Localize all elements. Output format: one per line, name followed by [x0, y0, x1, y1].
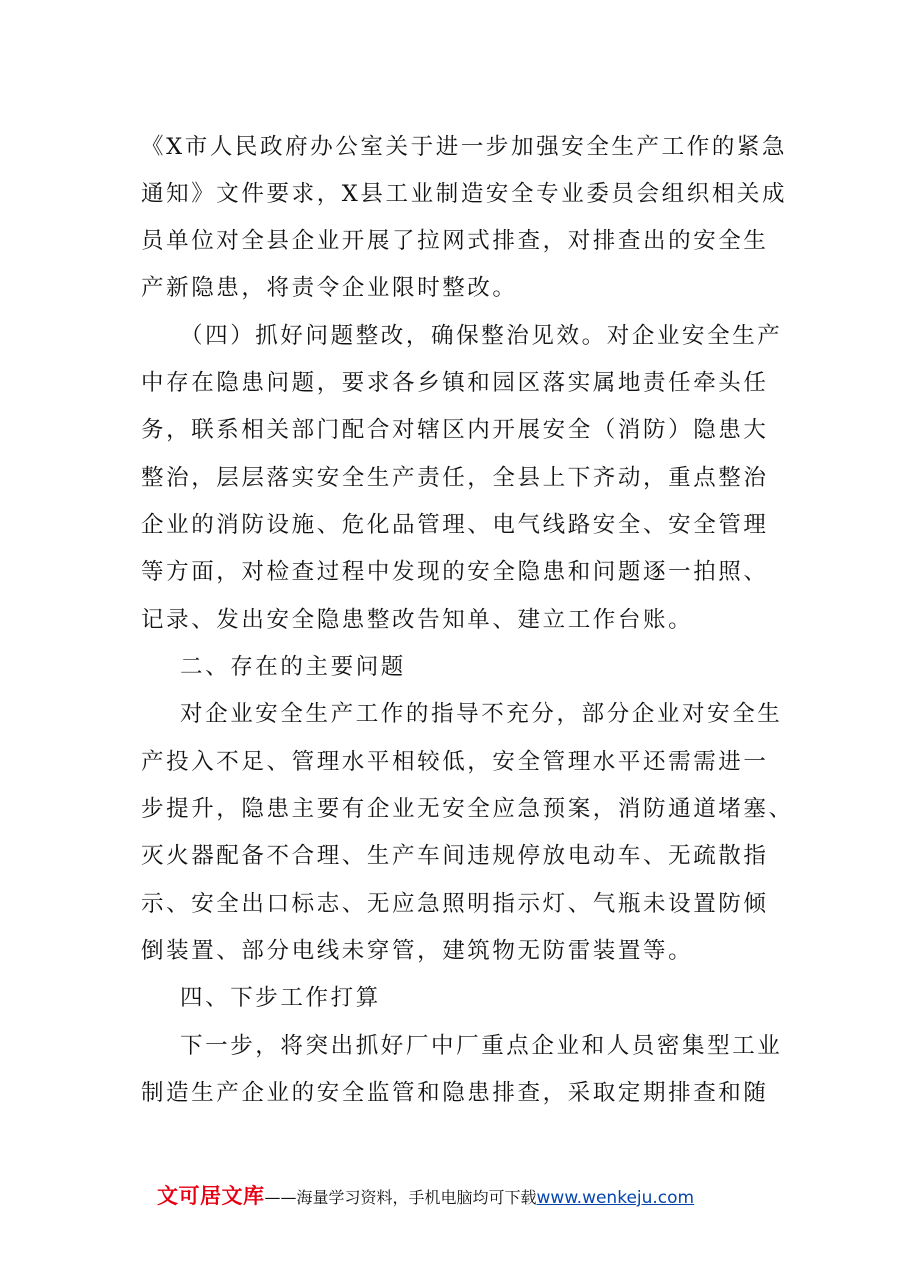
- footer-tagline: ——海量学习资料，手机电脑均可下载: [264, 1188, 537, 1207]
- body-line: 通知》文件要求，X县工业制造安全专业委员会组织相关成: [141, 181, 788, 207]
- section-paragraph-start: 下一步，将突出抓好厂中厂重点企业和人员密集型工业: [180, 1033, 783, 1059]
- body-line: 务，联系相关部门配合对辖区内开展安全（消防）隐患大: [141, 417, 769, 443]
- body-line: 步提升，隐患主要有企业无安全应急预案，消防通道堵塞、: [141, 796, 794, 822]
- section-heading: 二、存在的主要问题: [180, 654, 406, 680]
- body-line: 等方面，对检查过程中发现的安全隐患和问题逐一拍照、: [141, 559, 769, 585]
- body-line: 记录、发出安全隐患整改告知单、建立工作台账。: [141, 607, 694, 633]
- body-line: 产投入不足、管理水平相较低，安全管理水平还需需进一: [141, 749, 769, 775]
- body-line: 倒装置、部分电线未穿管，建筑物无防雷装置等。: [141, 938, 694, 964]
- footer-brand: 文可居文库: [157, 1184, 265, 1208]
- section-paragraph-start: 对企业安全生产工作的指导不充分，部分企业对安全生: [180, 701, 783, 727]
- body-line: 员单位对全县企业开展了拉网式排查，对排查出的安全生: [141, 228, 769, 254]
- body-line: 灭火器配备不合理、生产车间违规停放电动车、无疏散指: [141, 843, 769, 869]
- body-line: 企业的消防设施、危化品管理、电气线路安全、安全管理: [141, 512, 769, 538]
- footer-banner: [157, 1181, 694, 1211]
- body-line: 产新隐患，将责令企业限时整改。: [141, 275, 518, 301]
- section-heading: 四、下步工作打算: [180, 985, 381, 1011]
- section-paragraph-start: （四）抓好问题整改，确保整治见效。对企业安全生产: [180, 323, 783, 349]
- body-line: 整治，层层落实安全生产责任，全县上下齐动，重点整治: [141, 465, 769, 491]
- footer-site-link[interactable]: www.wenkeju.com: [536, 1188, 695, 1208]
- body-line: 示、安全出口标志、无应急照明指示灯、气瓶未设置防倾: [141, 891, 769, 917]
- body-line: 《X市人民政府办公室关于进一步加强安全生产工作的紧急: [141, 134, 788, 160]
- body-line: 中存在隐患问题，要求各乡镇和园区落实属地责任牵头任: [141, 370, 769, 396]
- body-line: 制造生产企业的安全监管和隐患排查，采取定期排查和随: [141, 1080, 769, 1106]
